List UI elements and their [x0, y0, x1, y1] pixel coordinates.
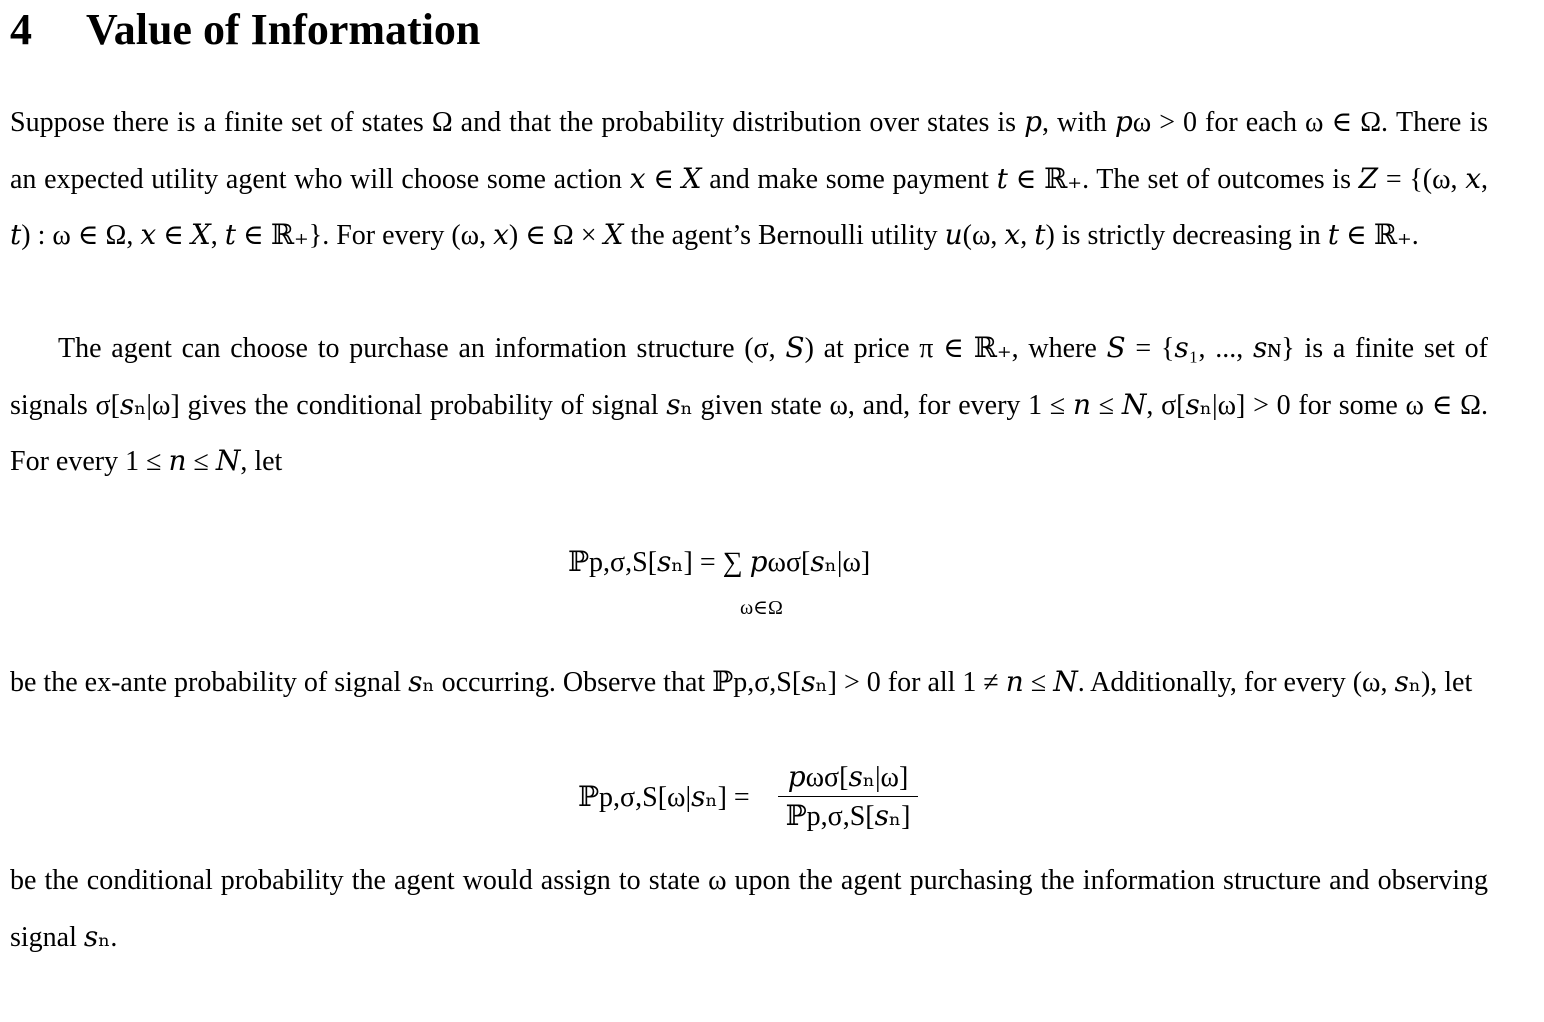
equation-sum-index: ω∈Ω: [740, 597, 783, 619]
fraction-denominator: ℙp,σ,S[𝑠ₙ]: [785, 801, 911, 832]
fraction-numerator: 𝑝ωσ[𝑠ₙ|ω]: [787, 762, 909, 793]
equation-posterior-probability: [0, 760, 1544, 840]
equation-ex-ante-probability: [0, 545, 1544, 625]
section-title: Value of Information: [86, 5, 481, 54]
paragraph-conditional: be the conditional probability the agent would assign to state ω upon the agent purchasing the information structure and observing signal 𝑠ₙ.: [10, 865, 1488, 953]
paragraph-ex-ante: be the ex-ante probability of signal 𝑠ₙ occurring. Observe that ℙp,σ,S[𝑠ₙ] > 0 for all 1 ≠ 𝑛 ≤ 𝑁. Additionally, for every (ω, 𝑠ₙ), let: [10, 667, 1473, 698]
equation-posterior-fraction: [778, 760, 918, 833]
section-number: 4: [10, 5, 32, 54]
section-heading: [10, 4, 480, 56]
paragraph-information-structure: The agent can choose to purchase an information structure (σ, 𝑆) at price π ∈ ℝ₊, where 𝑆 = {𝑠₁, ..., 𝑠ɴ} is a finite set of signals σ[𝑠ₙ|ω] gives the conditional probability of signal 𝑠ₙ given state ω, and, for every 1 ≤ 𝑛 ≤ 𝑁, σ[𝑠ₙ|ω] > 0 for some ω ∈ Ω. For every 1 ≤ 𝑛 ≤ 𝑁, let: [10, 333, 1488, 477]
equation-posterior-lhs: ℙp,σ,S[ω|𝑠ₙ] =: [578, 782, 750, 813]
paragraph-setup: Suppose there is a finite set of states Ω and that the probability distribution over states is 𝑝, with 𝑝ω > 0 for each ω ∈ Ω. There is an expected utility agent who will choose some action 𝑥 ∈ 𝑋 and make some payment 𝑡 ∈ ℝ₊. The set of outcomes is 𝑍 = {(ω, 𝑥, 𝑡) : ω ∈ Ω, 𝑥 ∈ 𝑋, 𝑡 ∈ ℝ₊}. For every (ω, 𝑥) ∈ Ω × 𝑋 the agent’s Bernoulli utility 𝑢(ω, 𝑥, 𝑡) is strictly decreasing in 𝑡 ∈ ℝ₊.: [10, 107, 1488, 251]
fraction-bar: [778, 796, 918, 797]
equation-ex-ante-body: ℙp,σ,S[𝑠ₙ] = ∑ 𝑝ωσ[𝑠ₙ|ω]: [568, 547, 871, 578]
